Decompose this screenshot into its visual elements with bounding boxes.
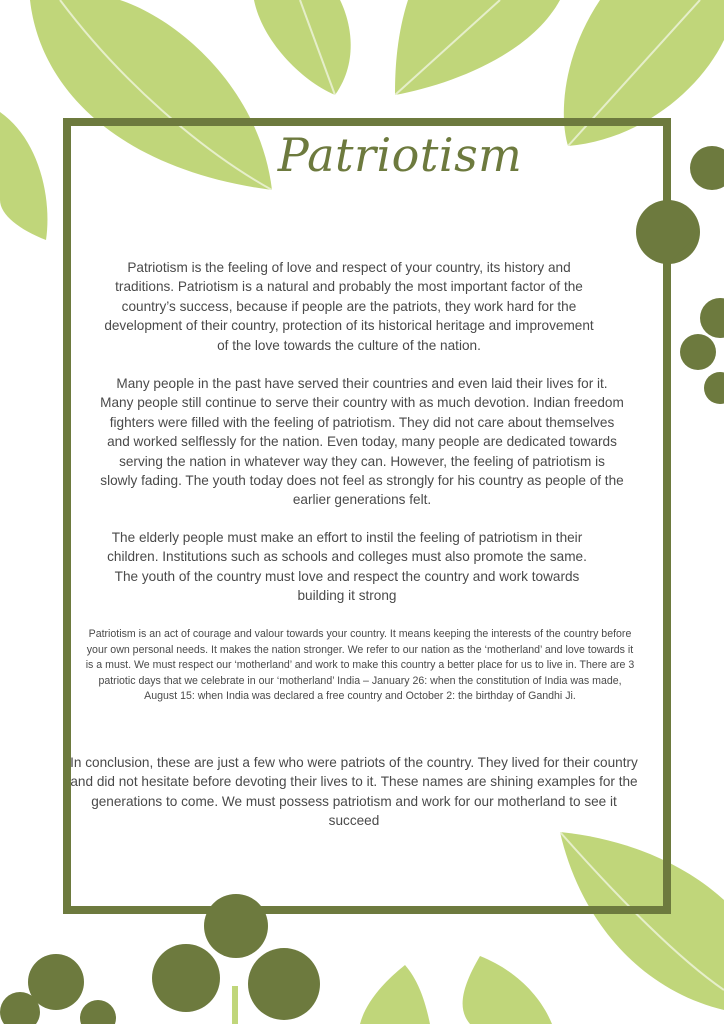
leaf-icon — [254, 0, 351, 95]
paragraph-motherland: Patriotism is an act of courage and valour towards your country. It means keeping the interests of the country before your own personal needs. It makes the nation stronger. We refer to our nation as the ‘motherland’ and love towards it is a must. We must respect our ‘motherland’ and work to make this country a better place for us to live in. There are 3 patriotic days that we celebrate in our ‘motherland’ India – January 26: when the constitution of India was made, August 15: when India was declared a free country and October 2: the birthday of Gandhi Ji. — [85, 628, 635, 703]
leaf-icon — [395, 0, 560, 95]
clover-icon — [0, 954, 116, 1024]
leaf-icon — [360, 956, 552, 1024]
paragraph-intro: Patriotism is the feeling of love and respect of your country, its history and traditions. Patriotism is a natural and probably the most important factor of the country’s success, because if people are the patriots, they work hard for the development of their country, protection of its historical heritage and improvement of the love towards the culture of the nation. — [104, 260, 594, 353]
leaf-icon — [0, 112, 47, 240]
paragraph-history: Many people in the past have served their countries and even laid their lives for it. Many people still continue to serve their country with as much devotion. Indian freedom fighters were filled with the feeling of patriotism. They did not care about themselves and worked selflessly for the nation. Even today, many people are dedicated towards serving the nation in whatever way they can. However, the feeling of patriotism is slowly fading. The youth today does not feel as strongly for his country as people of the earlier generations felt. — [100, 376, 624, 508]
page-title: Patriotism — [277, 128, 523, 182]
paragraph-elderly: The elderly people must make an effort to instil the feeling of patriotism in their children. Institutions such as schools and colleges must also promote the same. The youth of the country must love and respect the country and work towards building it strong — [107, 530, 587, 604]
paragraph-conclusion: In conclusion, these are just a few who were patriots of the country. They lived for their country and did not hesitate before devoting their lives to it. These names are shining examples for the generations to come. We must possess patriotism and work for our motherland to see it succeed — [70, 755, 638, 829]
